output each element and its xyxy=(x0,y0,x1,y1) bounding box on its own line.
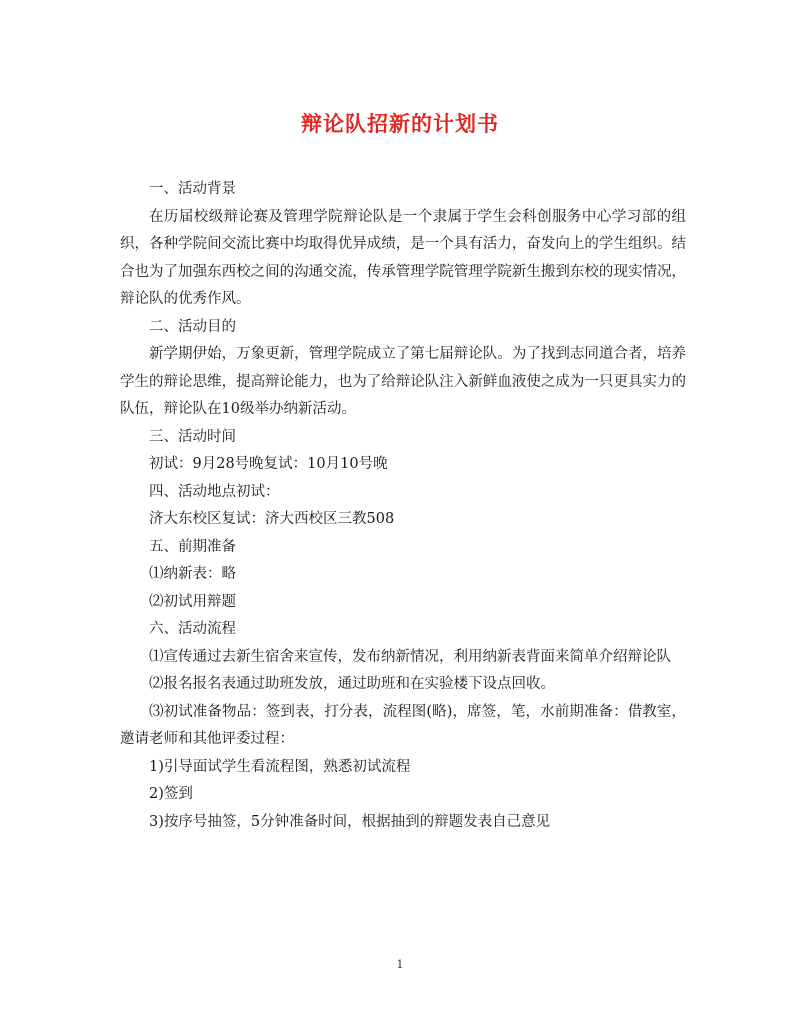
document-body xyxy=(120,176,686,836)
section-heading-background: 一、活动背景 xyxy=(149,181,236,197)
section-heading-purpose: 二、活动目的 xyxy=(149,318,236,335)
page-number: 1 xyxy=(396,958,404,971)
section-heading-preparation: 五、前期准备 xyxy=(149,538,236,555)
list-item-preparation-1: ⑴纳新表：略 xyxy=(149,566,236,582)
list-item-process-3: ⑶初试准备物品：签到表，打分表，流程图(略)，席签，笔，水前期准备：借教室，邀请老师和其他评委过程： xyxy=(120,703,686,747)
section-heading-process: 六、活动流程 xyxy=(149,621,236,637)
list-item-process-1: ⑴宣传通过去新生宿舍来宣传，发布纳新情况，利用纳新表背面来简单介绍辩论队 xyxy=(149,648,671,665)
paragraph-purpose: 新学期伊始，万象更新，管理学院成立了第七届辩论队。为了找到志同道合者，培养学生的辩论思维，提高辩论能力，也为了给辩论队注入新鲜血液使之成为一只更具实力的队伍，辩论队在10级举办纳新活动。 xyxy=(120,346,686,417)
list-item-step-2: 2)签到 xyxy=(149,786,193,802)
list-item-step-3: 3)按序号抽签，5分钟准备时间，根据抽到的辩题发表自己意见 xyxy=(149,813,551,830)
section-heading-time: 三、活动时间 xyxy=(149,428,236,445)
list-item-step-1: 1)引导面试学生看流程图，熟悉初试流程 xyxy=(149,758,411,775)
paragraph-time: 初试：9月28号晚复试：10月10号晚 xyxy=(149,456,388,472)
paragraph-background: 在历届校级辩论赛及管理学院辩论队是一个隶属于学生会科创服务中心学习部的组织，各种学院间交流比赛中均取得优异成绩，是一个具有活力，奋发向上的学生组织。结合也为了加强东西校之间的沟通交流，传承管理学院管理学院新生搬到东校的现实情况，辩论队的优秀作风。 xyxy=(120,208,686,307)
paragraph-location: 济大东校区复试：济大西校区三教508 xyxy=(149,511,395,527)
list-item-process-2: ⑵报名报名表通过助班发放，通过助班和在实验楼下设点回收。 xyxy=(149,676,555,692)
list-item-preparation-2: ⑵初试用辩题 xyxy=(149,593,236,610)
section-heading-location: 四、活动地点初试： xyxy=(149,483,280,500)
document-title: 辩论队招新的计划书 xyxy=(301,111,499,136)
